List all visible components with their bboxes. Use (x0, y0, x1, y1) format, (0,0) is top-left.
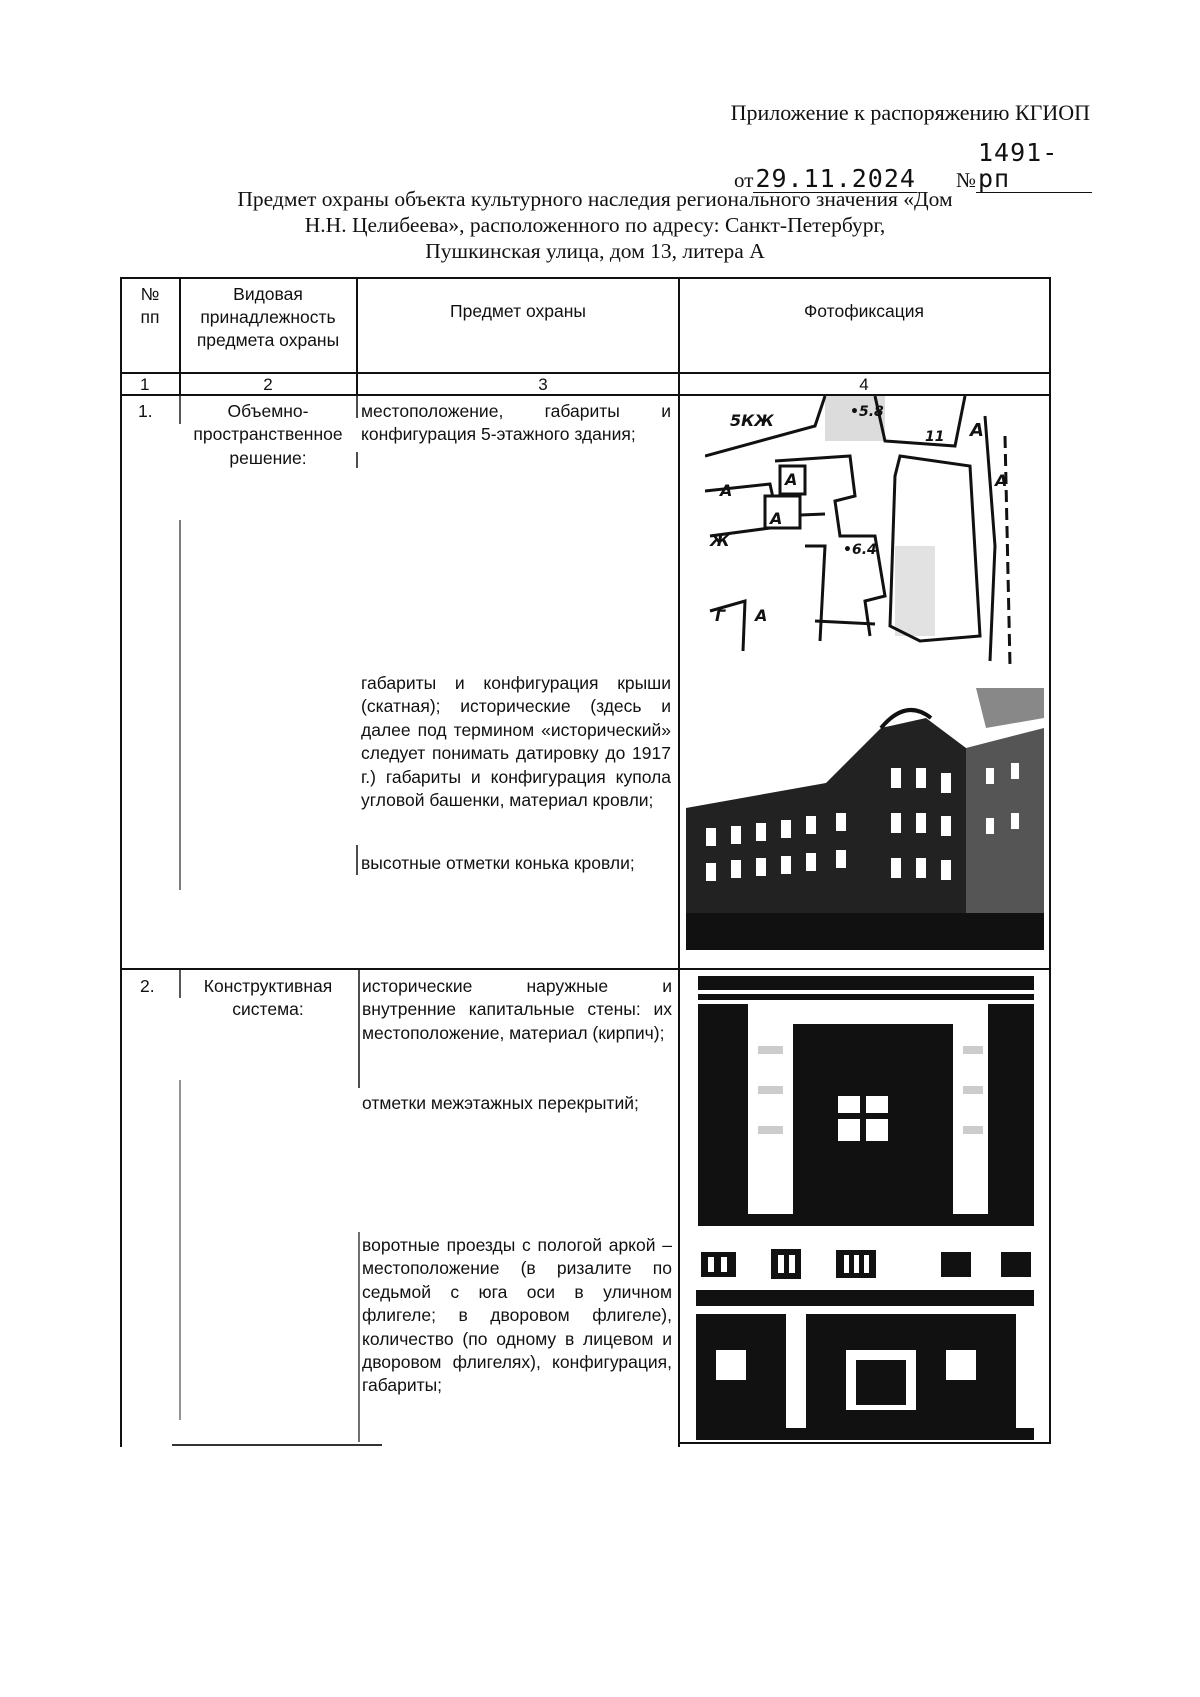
col1-divider-frag-c (179, 968, 181, 998)
row1-type: Объемно- пространственное решение: (193, 401, 343, 468)
building-facade-photo (686, 688, 1044, 950)
col2-divider-frag-d (358, 968, 360, 1088)
colnum-2: 2 (263, 375, 273, 394)
gate-passage-photo (696, 1290, 1034, 1440)
wall-interior-photo (698, 976, 1034, 1226)
colnum-1: 1 (140, 375, 150, 394)
map-label-11: 11 (925, 429, 945, 445)
row2-bottom-border (678, 1442, 1050, 1444)
col2-divider-frag-e (358, 1232, 360, 1442)
window-strip-drawing (696, 1247, 1034, 1282)
title-line-2: Н.Н. Целибеева», расположенного по адресу: Санкт-Петербург, (304, 213, 886, 237)
row2-number: 2. (140, 976, 155, 996)
date-prefix: от (734, 168, 754, 192)
header-col3: Предмет охраны (450, 301, 586, 321)
window-strip-photo (696, 1247, 1034, 1282)
map-label-height-2: •6.4 (843, 542, 877, 558)
map-label-a5: А (755, 606, 768, 625)
col3-right-border (678, 277, 680, 1447)
row2-type: Конструктивная система: (203, 976, 333, 1020)
table-right-border (1049, 277, 1051, 1444)
title-line-1: Предмет охраны объекта культурного наследия регионального значения «Дом (237, 187, 953, 211)
header-col4: Фотофиксация (804, 301, 924, 321)
row1-item-3: высотные отметки конька кровли; (361, 853, 635, 873)
map-label-a1: А (785, 470, 798, 489)
colnum-4: 4 (859, 375, 869, 394)
colnum-3: 3 (538, 375, 548, 394)
table-left-border (120, 277, 122, 1447)
title-line-3: Пушкинская улица, дом 13, литера А (425, 239, 765, 263)
row2-bottom-fragment (172, 1444, 382, 1446)
row1-item-2: габариты и конфигурация крыши (скатная); исторические (здесь и далее под термином «исторический» следует понимать датировку до 1917 г.) габариты и конфигурация купола угловой башенки, материал кровли; (361, 673, 671, 811)
row1-number: 1. (138, 401, 153, 421)
row2-item-1: исторические наружные и внутренние капитальные стены: их местоположение, материал (кирпич); (362, 976, 672, 1043)
table-top-border (120, 277, 1050, 279)
map-label-zh: Ж (710, 531, 730, 550)
header-col2: Видовая принадлежность предмета охраны (196, 284, 340, 350)
col1-right-border-head (179, 277, 181, 395)
header-col1: № пп (140, 284, 160, 327)
order-number: 1491-рп (976, 140, 1092, 193)
map-label-a6: А (995, 471, 1008, 490)
col2-divider-frag-c (356, 845, 358, 875)
col1-divider-frag-d (179, 1080, 181, 1420)
document-title (190, 186, 1000, 264)
map-label-a2: А (770, 509, 783, 528)
col1-divider-frag-b (179, 520, 181, 890)
order-date: 29.11.2024 (755, 164, 916, 193)
map-label-5kzh: 5КЖ (730, 411, 774, 430)
map-label-height-1: •5.8 (850, 404, 884, 420)
col2-divider-frag-b (356, 452, 358, 468)
col1-divider-frag-a (179, 394, 181, 424)
row1-bottom-border (120, 968, 1050, 970)
cadastral-map-image (705, 396, 1020, 666)
map-label-a4: А (970, 420, 984, 441)
row2-item-2: отметки межэтажных перекрытий; (362, 1093, 639, 1113)
map-label-a3: А (720, 481, 733, 500)
wall-drawing (698, 976, 1034, 1226)
gate-drawing (696, 1290, 1034, 1440)
map-drawing (705, 396, 1020, 666)
map-label-g: Г (715, 606, 726, 625)
col2-divider-frag-a (356, 394, 358, 418)
appendix-caption: Приложение к распоряжению КГИОП (730, 100, 1090, 125)
facade-drawing (686, 688, 1044, 950)
row1-item-1: местоположение, габариты и конфигурация 5-этажного здания; (361, 401, 671, 445)
row2-item-3: воротные проезды с пологой аркой – местоположение (в ризалите по седьмой с юга оси в уличном флигеле; в дворовом флигеле), количество (по одному в лицевом и дворовом флигелях), конфигурация, габариты; (362, 1235, 672, 1396)
number-prefix: № (955, 168, 976, 192)
